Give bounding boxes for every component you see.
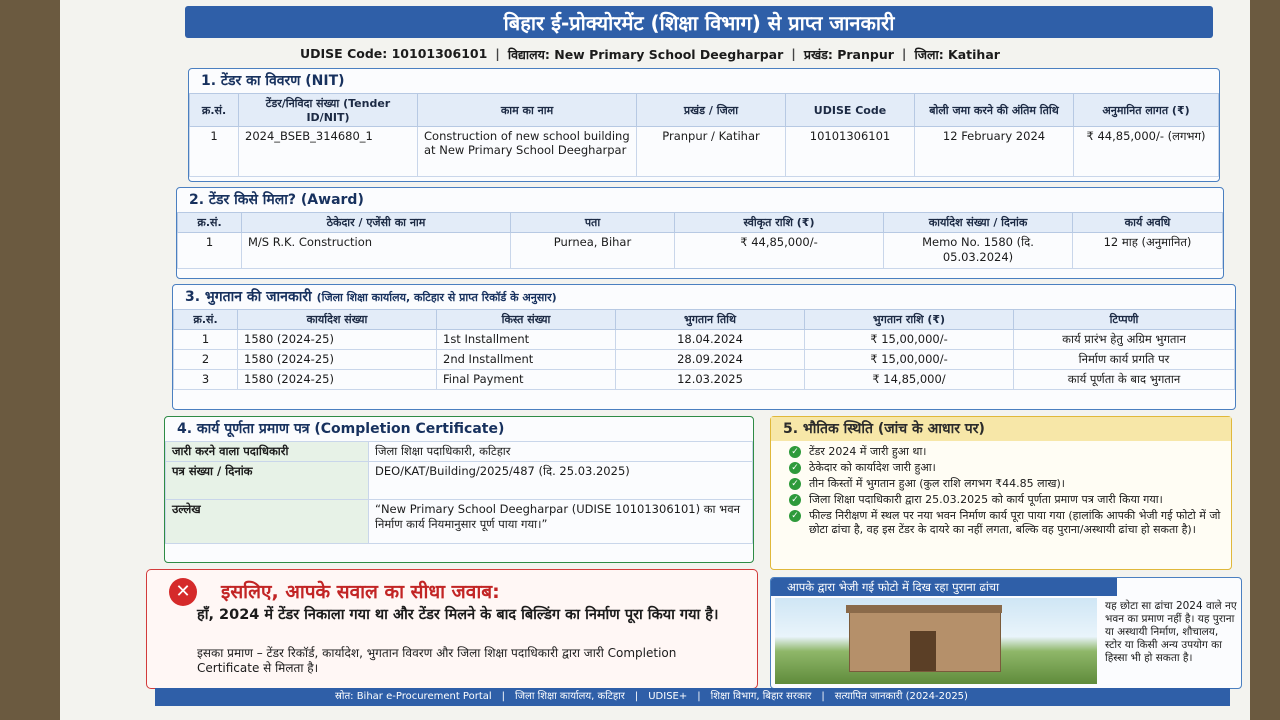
table-cell: 1580 (2024-25) — [238, 330, 437, 350]
table-cell: जारी करने वाला पदाधिकारी — [166, 442, 369, 462]
payment-header: भुगतान राशि (₹) — [805, 310, 1014, 330]
udise-code: UDISE Code: 10101306101 — [300, 46, 488, 61]
table-cell: “New Primary School Deegharpar (UDISE 10101306101) का भवन निर्माण कार्य नियमानुसार पूर्ण पाया गया।” — [369, 500, 753, 544]
nit-table — [189, 93, 1219, 177]
table-cell: जिला शिक्षा पदाधिकारी, कटिहार — [369, 442, 753, 462]
list-item — [789, 461, 1221, 475]
photo-note: यह छोटा सा ढांचा 2024 वाले नए भवन का प्रमाण नहीं है। यह पुराना या अस्थायी निर्माण, शौचालय, स्टोर या किसी अन्य उपयोग का हिस्सा भी हो सकता है। — [1105, 600, 1237, 664]
payment-header: कार्यादेश संख्या — [238, 310, 437, 330]
physical-title: 5. भौतिक स्थिति (जांच के आधार पर) — [771, 417, 1231, 441]
table-cell: 10101306101 — [786, 127, 915, 177]
table-cell: 1 — [190, 127, 239, 177]
check-icon: ✓ — [789, 446, 801, 458]
footer-sep: | — [697, 691, 701, 702]
payment-title — [173, 285, 1235, 309]
table-cell: 2 — [174, 350, 238, 370]
district-name: जिला: Katihar — [914, 47, 1000, 62]
photo-box — [770, 577, 1242, 689]
list-item — [789, 493, 1221, 507]
school-name: विद्यालय: New Primary School Deegharpar — [507, 47, 784, 62]
document-title: बिहार ई-प्रोक्योरमेंट (शिक्षा विभाग) से प्राप्त जानकारी — [185, 6, 1213, 38]
table-cell: Construction of new school building at New Primary School Deegharpar — [418, 127, 637, 177]
table-cell: 12 माह (अनुमानित) — [1073, 233, 1223, 269]
nit-header: टेंडर/निविदा संख्या (Tender ID/NIT) — [239, 94, 418, 127]
table-cell: Final Payment — [437, 370, 616, 390]
footer-sep: | — [821, 691, 825, 702]
nit-header: बोली जमा करने की अंतिम तिथि — [915, 94, 1074, 127]
footer-item: UDISE+ — [648, 691, 688, 702]
completion-section — [164, 416, 754, 563]
table-row — [174, 350, 1235, 370]
table-cell: 2nd Installment — [437, 350, 616, 370]
footer-item: सत्यापित जानकारी (2024-2025) — [834, 691, 968, 702]
list-item-text: तीन किस्तों में भुगतान हुआ (कुल राशि लगभग ₹44.85 लाख)। — [809, 477, 1065, 490]
payment-header: किस्त संख्या — [437, 310, 616, 330]
nit-header: प्रखंड / जिला — [637, 94, 786, 127]
check-icon: ✓ — [789, 510, 801, 522]
list-item-text: ठेकेदार को कार्यादेश जारी हुआ। — [809, 461, 936, 474]
check-icon: ✓ — [789, 462, 801, 474]
list-item — [789, 509, 1221, 537]
list-item-text: जिला शिक्षा पदाधिकारी द्वारा 25.03.2025 को कार्य पूर्णता प्रमाण पत्र जारी किया गया। — [809, 493, 1163, 506]
list-item — [789, 477, 1221, 491]
table-cell: कार्य पूर्णता के बाद भुगतान — [1014, 370, 1235, 390]
table-cell: 18.04.2024 — [616, 330, 805, 350]
physical-status-section — [770, 416, 1232, 570]
footer-sep: | — [501, 691, 506, 702]
completion-table — [165, 441, 753, 544]
table-cell: 3 — [174, 370, 238, 390]
physical-list — [771, 445, 1231, 537]
table-cell: 1580 (2024-25) — [238, 370, 437, 390]
cross-icon: ✕ — [169, 578, 197, 606]
table-cell: उल्लेख — [166, 500, 369, 544]
payment-table — [173, 309, 1235, 390]
list-item — [789, 445, 1221, 459]
list-item-text: टेंडर 2024 में जारी हुआ था। — [809, 445, 927, 458]
answer-box — [146, 569, 758, 689]
table-row — [174, 370, 1235, 390]
table-cell: ₹ 15,00,000/- — [805, 350, 1014, 370]
award-header: क्र.सं. — [178, 213, 242, 233]
table-cell: ₹ 44,85,000/- — [675, 233, 884, 269]
payment-title-text: 3. भुगतान की जानकारी — [185, 289, 312, 305]
nit-header: UDISE Code — [786, 94, 915, 127]
payment-subtitle: (जिला शिक्षा कार्यालय, कटिहार से प्राप्त रिकॉर्ड के अनुसार) — [316, 291, 557, 304]
completion-title: 4. कार्य पूर्णता प्रमाण पत्र (Completion Certificate) — [177, 421, 505, 437]
nit-section — [188, 68, 1220, 182]
award-table — [177, 212, 1223, 269]
nit-title: 1. टेंडर का विवरण (NIT) — [201, 73, 345, 89]
table-row — [174, 330, 1235, 350]
table-cell: 1st Installment — [437, 330, 616, 350]
payment-section — [172, 284, 1236, 410]
footer-sep: | — [634, 691, 639, 702]
footer-item: स्रोत: Bihar e-Procurement Portal — [335, 691, 492, 702]
award-header: ठेकेदार / एजेंसी का नाम — [242, 213, 511, 233]
table-cell: 28.09.2024 — [616, 350, 805, 370]
table-cell: Purnea, Bihar — [511, 233, 675, 269]
award-header: स्वीकृत राशि (₹) — [675, 213, 884, 233]
answer-proof: इसका प्रमाण – टेंडर रिकॉर्ड, कार्यादेश, भुगतान विवरण और जिला शिक्षा पदाधिकारी द्वारा जारी Completion Certificate से मिलता है। — [197, 646, 677, 675]
footer-item: जिला शिक्षा कार्यालय, कटिहार — [515, 691, 625, 702]
source-footer — [155, 688, 1230, 706]
payment-header: क्र.सं. — [174, 310, 238, 330]
footer-item: शिक्षा विभाग, बिहार सरकार — [710, 691, 812, 702]
table-cell: 1580 (2024-25) — [238, 350, 437, 370]
table-cell: ₹ 15,00,000/- — [805, 330, 1014, 350]
list-item-text: फील्ड निरीक्षण में स्थल पर नया भवन निर्माण कार्य पूरा पाया गया (हालांकि आपकी भेजी गई फोटो में जो छोटा ढांचा है, वह इस टेंडर के दायरे का नहीं लगता, बल्कि वह पुराना/अस्थायी ढांचा हो सकता है)। — [809, 509, 1221, 536]
nit-header: क्र.सं. — [190, 94, 239, 127]
table-cell: 2024_BSEB_314680_1 — [239, 127, 418, 177]
payment-header: टिप्पणी — [1014, 310, 1235, 330]
table-cell: निर्माण कार्य प्रगति पर — [1014, 350, 1235, 370]
photo-heading: आपके द्वारा भेजी गई फोटो में दिख रहा पुराना ढांचा — [771, 578, 1117, 596]
payment-header: भुगतान तिथि — [616, 310, 805, 330]
table-cell: 12 February 2024 — [915, 127, 1074, 177]
school-meta: UDISE Code: 10101306101 | विद्यालय: New Primary School Deegharpar | प्रखंड: Pranpur | जिला: Katihar — [300, 46, 1000, 62]
table-cell: M/S R.K. Construction — [242, 233, 511, 269]
answer-main: हाँ, 2024 में टेंडर निकाला गया था और टेंडर मिलने के बाद बिल्डिंग का निर्माण पूरा किया गया है। — [197, 607, 719, 623]
answer-title: इसलिए, आपके सवाल का सीधा जवाब: — [221, 581, 500, 603]
award-header: कार्यादेश संख्या / दिनांक — [884, 213, 1073, 233]
award-header: कार्य अवधि — [1073, 213, 1223, 233]
award-header: पता — [511, 213, 675, 233]
check-icon: ✓ — [789, 494, 801, 506]
old-structure-image — [849, 610, 1001, 672]
nit-header: काम का नाम — [418, 94, 637, 127]
award-section — [176, 187, 1224, 279]
table-cell: Pranpur / Katihar — [637, 127, 786, 177]
table-cell: 1 — [178, 233, 242, 269]
check-icon: ✓ — [789, 478, 801, 490]
structure-photo — [775, 598, 1097, 684]
award-title: 2. टेंडर किसे मिला? (Award) — [189, 192, 364, 208]
table-cell: 1 — [174, 330, 238, 350]
table-cell: पत्र संख्या / दिनांक — [166, 462, 369, 500]
table-cell: Memo No. 1580 (दि. 05.03.2024) — [884, 233, 1073, 269]
table-cell: 12.03.2025 — [616, 370, 805, 390]
table-cell: ₹ 44,85,000/- (लगभग) — [1074, 127, 1219, 177]
block-name: प्रखंड: Pranpur — [803, 47, 894, 62]
nit-header: अनुमानित लागत (₹) — [1074, 94, 1219, 127]
table-cell: ₹ 14,85,000/ — [805, 370, 1014, 390]
table-cell: DEO/KAT/Building/2025/487 (दि. 25.03.2025) — [369, 462, 753, 500]
table-cell: कार्य प्रारंभ हेतु अग्रिम भुगतान — [1014, 330, 1235, 350]
